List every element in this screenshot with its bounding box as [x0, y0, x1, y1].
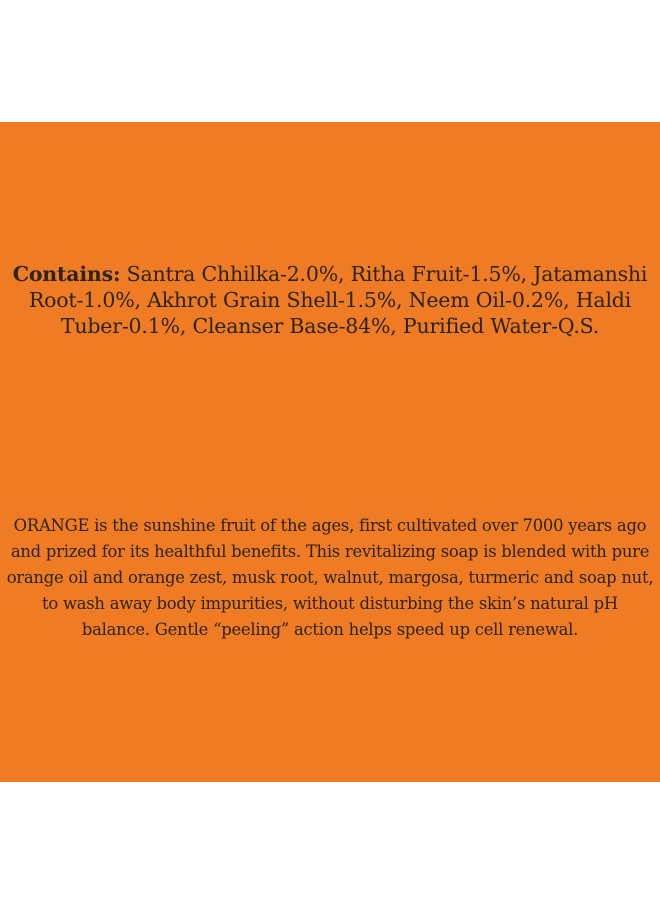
ingredients-list: Santra Chhilka-2.0%, Ritha Fruit-1.5%, Jatamanshi Root-1.0%, Akhrot Grain Shell-1.5%, Neem Oil-0.2%, Haldi Tuber-0.1%, Cleanser Base-84%, Purified Water-Q.S. — [28, 261, 648, 338]
product-description: ORANGE is the sunshine fruit of the ages, first cultivated over 7000 years ago and prized for its healthful benefits. This revitalizing soap is blended with pure orange oil and orange zest, musk root, walnut, margosa, turmeric and soap nut, to wash away body impurities, without disturbing the skin’s natural pH balance. Gentle “peeling” action helps speed up cell renewal. — [6, 516, 654, 640]
ingredients-label: Contains: — [12, 261, 121, 286]
ingredients-text — [0, 261, 660, 339]
orange-info-panel — [0, 122, 660, 782]
